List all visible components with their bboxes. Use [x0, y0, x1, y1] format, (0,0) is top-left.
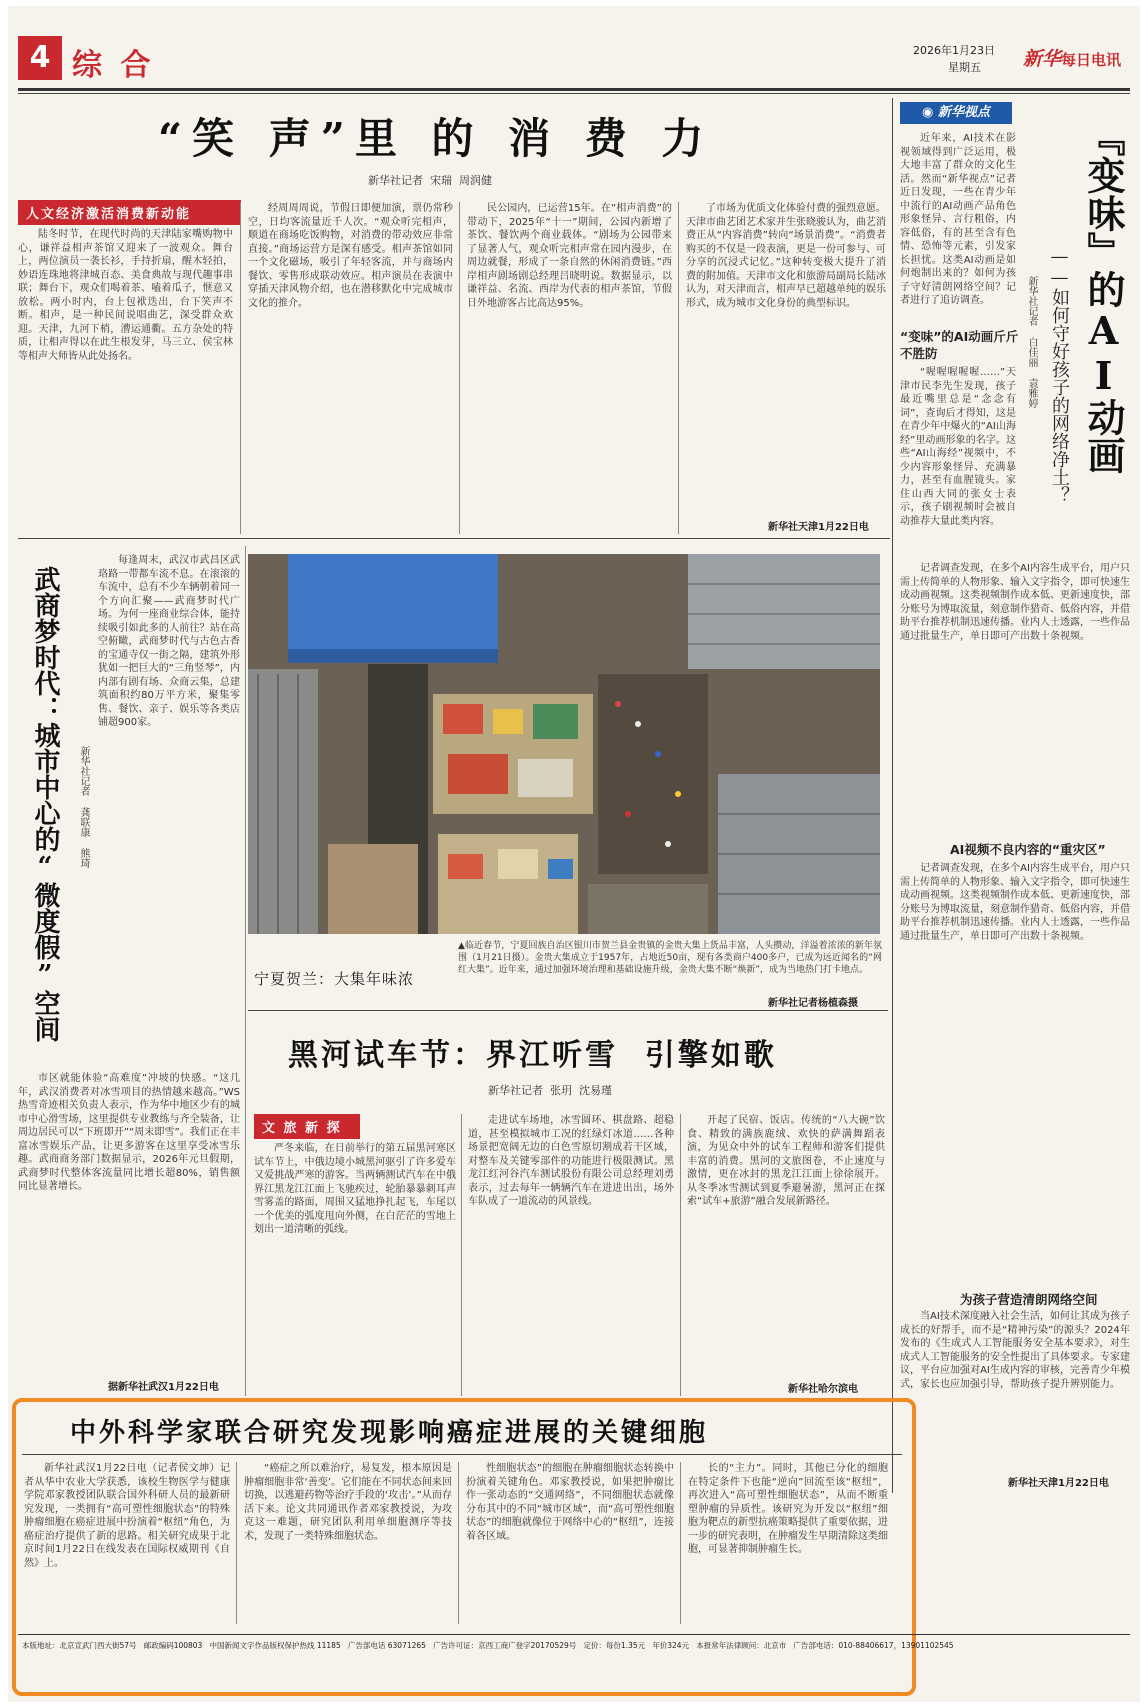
heihe-byline: 新华社记者 张玥 沈易瑾 — [488, 1084, 612, 1097]
col-divider — [240, 202, 241, 534]
ai-subtitle: ——如何守好孩子的网络净土？ — [1049, 246, 1070, 504]
ai-body-2-text: 记者调查发现，在多个AI内容生成平台，用户只需上传简单的人物形象、输入文字指令，即可快速生成动画视频。这类视频制作成本低、更新速度快，部分账号为博取流量，刻意制作猎奇、低俗内容，并借助平台推荐机制迅速传播。业内人士透露，一些作品通过批量生产，单日即可产出数十条视频。 — [900, 863, 1130, 942]
laughter-col-3 — [467, 202, 672, 534]
ai-body-2 — [900, 862, 1130, 1282]
ai-body-1-wide — [900, 562, 1130, 832]
page-number: 4 — [29, 40, 51, 75]
ai-body-1-text: “喔喔喔喔喔……”天津市民李先生发现，孩子最近嘴里总是“念念有词”，查询后才得知，这是在青少年中爆火的“AI山海经”里动画形象的名字。这些“AI山海经”视频中，不少内容形象怪异、充满暴力，甚至有血腥镜头。家住山西大同的张女士表示，孩子刷视频时会被自动推荐大量此类内容。 — [900, 367, 1016, 527]
footer-rule — [18, 1634, 1130, 1635]
newspaper-page — [8, 6, 1140, 1702]
ai-subhead-3: 为孩子营造清朗网络空间 — [960, 1292, 1098, 1307]
laughter-col-4-text: 了市场为优质文化体验付费的强烈意愿。天津市曲艺团艺术家并生张晓骏认为，曲艺消费正从“内容消费”转向“场景消费”。“消费者购买的不仅是一段表演，更是一份可参与、可分享的沉浸式记忆。”这种转变极大提升了消费的附加值。天津市文化和旅游局副局长陆冰认为，对天津而言，相声早已超越单纯的娱乐形式，成为城市文化身份的典型标识。 — [686, 203, 886, 309]
laughter-byline: 新华社记者 宋瑞 周润健 — [368, 174, 492, 187]
page-number-box — [18, 36, 62, 80]
laughter-col-4 — [686, 202, 886, 514]
market-photo-credit: 新华社记者杨植森摄 — [768, 998, 858, 1009]
col-divider — [680, 1114, 681, 1396]
market-photo-caption-text: ▲临近春节，宁夏回族自治区银川市贺兰县金贵镇的金贵大集上货品丰富，人头攒动，洋溢着浓浓的新年氛围（1月21日摄）。金贵大集成立于1957年，占地近50亩，现有各类商户400多户，已成为远近闻名的“网红大集”。近年来，通过加强环境治理和基础设施升级，金贵大集不断“焕新”，成为当地热门打卡地点。 — [458, 941, 882, 975]
section-title: 综 合 — [72, 48, 155, 83]
heihe-col-3 — [687, 1114, 885, 1376]
heihe-dateline: 新华社哈尔滨电 — [788, 1384, 858, 1395]
brand-rest: 每日电讯 — [1061, 51, 1122, 69]
science-col-3 — [466, 1462, 674, 1624]
laughter-col-1 — [18, 228, 233, 534]
laughter-col-3-text: 民公园内，已运营15年。在“相声消费”的带动下，2025年“十一”期间，公园内新增了茶饮、餐饮两个商业载体。“剧场为公园带来了显著人气，观众听完相声常在园内漫步，在周边就餐，形成了一条自然的休闲消费链。”西岸相声剧场剧总经理吕晓明说。数据显示，以谦祥益、名流、西岸为代表的相声茶馆，节假日外地游客占比高达95%。 — [467, 203, 672, 309]
laughter-section-label: 人文经济激活消费新动能 — [18, 200, 241, 225]
market-photo-caption — [458, 940, 882, 992]
wuhan-col-a — [98, 554, 240, 1066]
brand-xinhua: 新华 — [1023, 48, 1062, 70]
science-title-rule — [22, 1454, 902, 1455]
market-aerial-image — [248, 554, 880, 934]
col-divider — [678, 202, 679, 534]
market-photo — [248, 554, 880, 934]
wuhan-dateline: 据新华社武汉1月22日电 — [108, 1382, 219, 1393]
issue-date: 2026年1月23日 — [913, 44, 995, 57]
heihe-headline: 黑河试车节：界江听雪 引擎如歌 — [288, 1038, 777, 1073]
heihe-col-1 — [254, 1142, 456, 1396]
laughter-headline: “笑 声”里 的 消 费 力 — [158, 114, 714, 163]
col-divider — [461, 1114, 462, 1396]
col-divider — [459, 202, 460, 534]
market-photo-title: 宁夏贺兰：大集年味浓 — [254, 970, 415, 988]
masthead-rule-thin — [18, 93, 1130, 94]
ai-body-3 — [900, 1310, 1130, 1472]
science-headline: 中外科学家联合研究发现影响癌症进展的关键细胞 — [70, 1418, 709, 1448]
science-col-3-text: 性细胞状态”的细胞在肿瘤细胞状态转换中扮演着关键角色。邓家教授说，如果把肿瘤比作一张动态的“交通网络”，不同细胞状态就像分布其中的不同“城市区域”，而“高可塑性细胞状态”的细胞就像位于网络中心的“枢纽”，连接着各区域。 — [466, 1463, 674, 1542]
wuhan-col-b-text: 市区就能体验“高难度”冲坡的快感。“这几年，武汉消费者对冰雪项目的热情越来越高。”WS热雪奇迹相关负责人表示，作为华中地区少有的城市中心滑雪场，这里提供专业教练与齐全装备，让周边居民可以“下班即开”“周末即雪”。我们正在丰富冰雪娱乐产品，让更多游客在这里享受冰雪乐趣。武商商务部门数据显示，2026年元旦假期，武商梦时代整体客流量同比增长超80%，销售额同比显著增长。 — [18, 1073, 240, 1192]
wuhan-byline: 新华社记者 龚联康 熊琦 — [78, 746, 89, 868]
wuhan-col-b — [18, 1072, 240, 1372]
laughter-col-2-text: 经周周周说，节假日即便加演，票仍常秒空，日均客流量近千人次。“观众听完相声，顺道在商场吃饭购物，对消费的带动效应非常直接。”商场运营方是深有感受。相声茶馆如同一个文化磁场，吸引了年轻客流，并与商场内餐饮、零售形成联动效应。相声演员在表演中穿插天津风物介绍，也在潜移默化中完成城市文化的推介。 — [248, 203, 453, 309]
col-divider — [892, 98, 893, 1493]
ai-subhead-1: “变味”的AI动画斤斤不胜防 — [900, 329, 1019, 361]
ai-body-1-wide-text: 记者调查发现，在多个AI内容生成平台，用户只需上传简单的人物形象、输入文字指令，即可快速生成动画视频。这类视频制作成本低、更新速度快，部分账号为博取流量，刻意制作猎奇、低俗内容，并借助平台推荐机制迅速传播。业内人士透露，一些作品通过批量生产，单日即可产出数十条视频。 — [900, 563, 1130, 642]
col-divider — [236, 1462, 237, 1624]
section-rule — [18, 538, 890, 539]
heihe-col-3-text: 开起了民宿、饭店。传统的“八大碗”饮食、精致的满族鹿绒、欢快的萨满舞蹈表演，为见众中外的试车工程师和游客们提供丰富的消费。黑河的文旅图卷，不止速度与激情，更在冰封的黑龙江江面上徐徐展开。从冬季冰雪测试到夏季避暑游，黑河正在探索“试车+旅游”融合发展新路径。 — [687, 1115, 885, 1207]
wuhan-headline: 武商梦时代：城市中心的“微度假”空间 — [30, 566, 60, 1042]
science-col-1-text: 新华社武汉1月22日电（记者侯文坤）记者从华中农业大学获悉，该校生物医学与健康学院邓家教授团队联合国外科研人员的最新研究发现，一类拥有“高可塑性细胞状态”的特殊肿瘤细胞在癌症进展中扮演着“枢纽”角色，为癌症治疗提供了新的思路。相关研究成果于北京时间1月22日在线发表在国际权威期刊《自然》上。 — [24, 1463, 230, 1569]
laughter-col-2 — [248, 202, 453, 534]
ai-body-3-text: 当AI技术深度融入社会生活，如何让其成为孩子成长的好帮手，而不是“精神污染”的源头？2024年发布的《生成式人工智能服务安全基本要求》，对生成式人工智能服务的安全性提出了具体要求。专家建议，平台应加强对AI生成内容的审核，完善青少年模式，家长也应加强引导，帮助孩子提升辨别能力。 — [900, 1311, 1130, 1390]
science-col-2-text: “癌症之所以难治疗，易复发，根本原因是肿瘤细胞非常‘善变’。它们能在不同状态间来回切换，以逃避药物等治疗手段的‘攻击’。”从而存活下来。论文共同通讯作者邓家教授说，为攻克这一难题，研究团队利用单细胞测序等技术，发现了一类特殊细胞状态。 — [244, 1463, 452, 1542]
heihe-section-label: 文 旅 新 探 — [254, 1114, 360, 1139]
heihe-col-2-text: 走进试车场地，冰雪圆环、棋盘路、超稳道，甚至模拟城市工况的红绿灯冰道……各种场景把宽阔无边的白色雪原切割成若干区域，对整车及关键零部件的功能进行极限测试。黑龙江红河谷汽车测试股份有限公司总经理刘勇表示，过去每年一辆辆汽车在进进出出，场外车队成了一道流动的风景线。 — [468, 1115, 674, 1207]
ai-dateline: 新华社天津1月22日电 — [1008, 1478, 1109, 1489]
heihe-col-2 — [468, 1114, 674, 1396]
science-col-1 — [24, 1462, 230, 1624]
ai-intro-text: 近年来，AI技术在影视领域得到广泛运用，极大地丰富了群众的文化生活。然而“新华视点”记者近日发现，一些在青少年中流行的AI动画产品角色形象怪异、言行粗俗，内容低俗，有的甚至含有色情、恐怖等元素，引发家长担忧。这类AI动画是如何炮制出来的？如何为孩子守好清朗网络空间？记者进行了追访调查。 — [900, 133, 1016, 306]
badge-camera-icon: ◉ — [922, 105, 938, 120]
science-col-2 — [244, 1462, 452, 1624]
issue-weekday: 星期五 — [948, 61, 981, 74]
newspaper-brand — [1023, 44, 1121, 71]
section-rule — [248, 1010, 888, 1011]
laughter-col-1-text: 陆冬时节，在现代时尚的天津陆家嘴购物中心，谦祥益相声茶馆又迎来了一波观众。舞台上，两位演员一袭长衫，手持折扇，醒木轻拍，妙语连珠地将津城百态、美食典故与现代趣事串联；舞台下，观众们喝着茶、嗑着瓜子，惬意又放松。两小时内，台上包袱迭出，台下笑声不断。相声，是一种民间说唱曲艺，深受群众欢迎。天津，九河下梢，漕运通衢。五方杂处的特质，让相声得以在此生根发芽，马三立、侯宝林等相声大师皆从此处扬名。 — [18, 229, 233, 362]
ai-intro — [900, 132, 1016, 322]
footer-info: 本版地址：北京宣武门西大街57号 邮政编码100803 中国新闻文字作品版权保护热线 11185 广告部电话 63071265 广告许可证：京西工商广登字20170529号 定价：每份1.35元 年价324元 本报常年法律顾问：北京市 广告部电话：010-88406617，13901102545 — [22, 1641, 954, 1650]
ai-subhead-2: AI视频不良内容的“重灾区” — [950, 842, 1106, 857]
col-divider — [458, 1462, 459, 1624]
science-col-4-text: 长的“主力”。同时，其他已分化的细胞在特定条件下也能“逆向”回流至该“枢纽”，再次进入“高可塑性细胞状态”，从而不断重塑肿瘤的异质性。该研究为开发以“枢纽”细胞为靶点的新型抗癌策略提供了重要依据，进一步的研究表明，在肿瘤发生早期清除这类细胞，可显著抑制肿瘤生长。 — [688, 1463, 888, 1555]
science-col-4 — [688, 1462, 888, 1624]
xinhua-viewpoint-badge — [900, 102, 1012, 124]
laughter-dateline: 新华社天津1月22日电 — [768, 522, 869, 533]
col-divider — [680, 1462, 681, 1624]
ai-body-1 — [900, 366, 1016, 556]
wuhan-col-a-text: 每逢周末，武汉市武昌区武珞路一带都车流不息。在滚滚的车流中，总有不少车辆朝着同一个方向汇聚——武商梦时代广场。为何一座商业综合体，能持续吸引如此多的人前往？站在高空俯瞰，武商梦时代与古色古香的宝通寺仅一街之隔，建筑外形犹如一把巨大的“三角竖琴”，内内部有剧有场、众商云集，总建筑面积约80万平方米，聚集零售、餐饮、亲子、娱乐等各类店铺超900家。 — [98, 555, 240, 728]
ai-headline: 『变味』的AI动画 — [1081, 118, 1126, 474]
heihe-col-1-text: 严冬来临，在日前举行的第五届黑河寒区试车节上，中俄边境小城黑河驱引了许多爱车又爱挑战严寒的游客。当两辆测试汽车在中俄界江黑龙江江面上飞驰疾过，轮胎暴暴刺耳声雪雾盖的路面，周围又猛地挣扎起飞，车尾以一个优美的弧度甩向外侧，在白茫茫的雪地上划出一道清晰的弧线。 — [254, 1143, 456, 1235]
badge-text: 新华视点 — [937, 105, 990, 120]
col-divider — [245, 546, 246, 1396]
masthead-rule — [18, 88, 1130, 91]
ai-byline: 新华社记者 白佳丽 袁雅婷 — [1026, 276, 1037, 408]
